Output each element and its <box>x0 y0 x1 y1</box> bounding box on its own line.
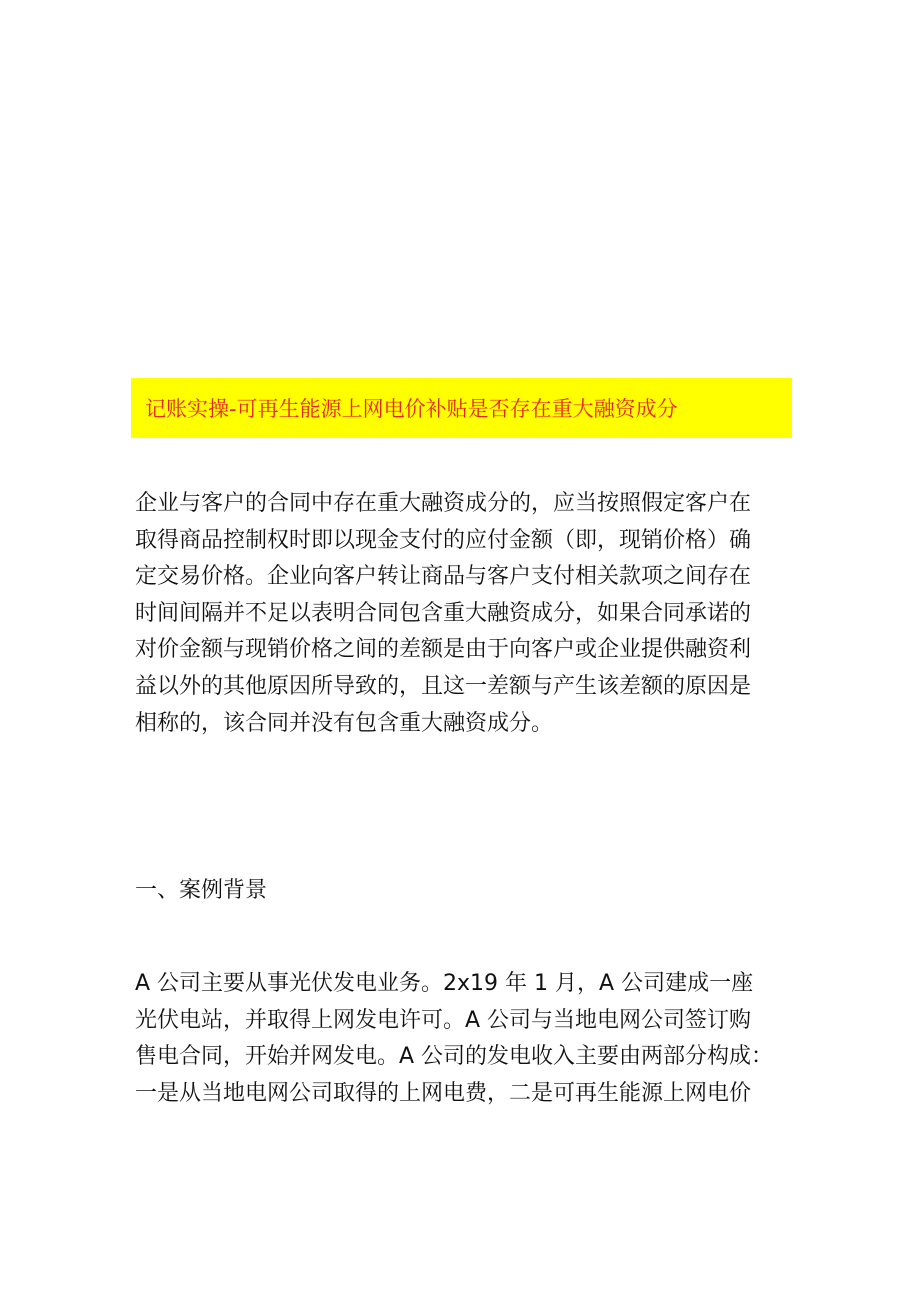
intro-line: 对价金额与现销价格之间的差额是由于向客户或企业提供融资利 <box>135 637 752 663</box>
intro-line: 相称的，该合同并没有包含重大融资成分。 <box>135 710 554 736</box>
case-line: A 公司主要从事光伏发电业务。2x19 年 1 月，A 公司建成一座 <box>135 971 754 996</box>
section-heading: 一、案例背景 <box>135 878 268 903</box>
document-title: 记账实操-可再生能源上网电价补贴是否存在重大融资成分 <box>145 397 678 421</box>
intro-line: 定交易价格。企业向客户转让商品与客户支付相关款项之间存在 <box>135 564 752 590</box>
intro-line: 企业与客户的合同中存在重大融资成分的，应当按照假定客户在 <box>135 491 752 516</box>
case-line: 光伏电站，并取得上网发电许可。A 公司与当地电网公司签订购 <box>135 1007 752 1033</box>
intro-paragraph <box>135 486 795 742</box>
case-background-paragraph <box>135 966 795 1112</box>
case-line: 售电合同，开始并网发电。A 公司的发电收入主要由两部分构成： <box>135 1044 774 1070</box>
case-line: 一是从当地电网公司取得的上网电费，二是可再生能源上网电价 <box>135 1080 752 1106</box>
intro-line: 益以外的其他原因所导致的，且这一差额与产生该差额的原因是 <box>135 673 752 699</box>
intro-line: 时间间隔并不足以表明合同包含重大融资成分，如果合同承诺的 <box>135 600 752 626</box>
intro-line: 取得商品控制权时即以现金支付的应付金额（即，现销价格）确 <box>135 527 752 553</box>
title-banner <box>131 378 792 438</box>
